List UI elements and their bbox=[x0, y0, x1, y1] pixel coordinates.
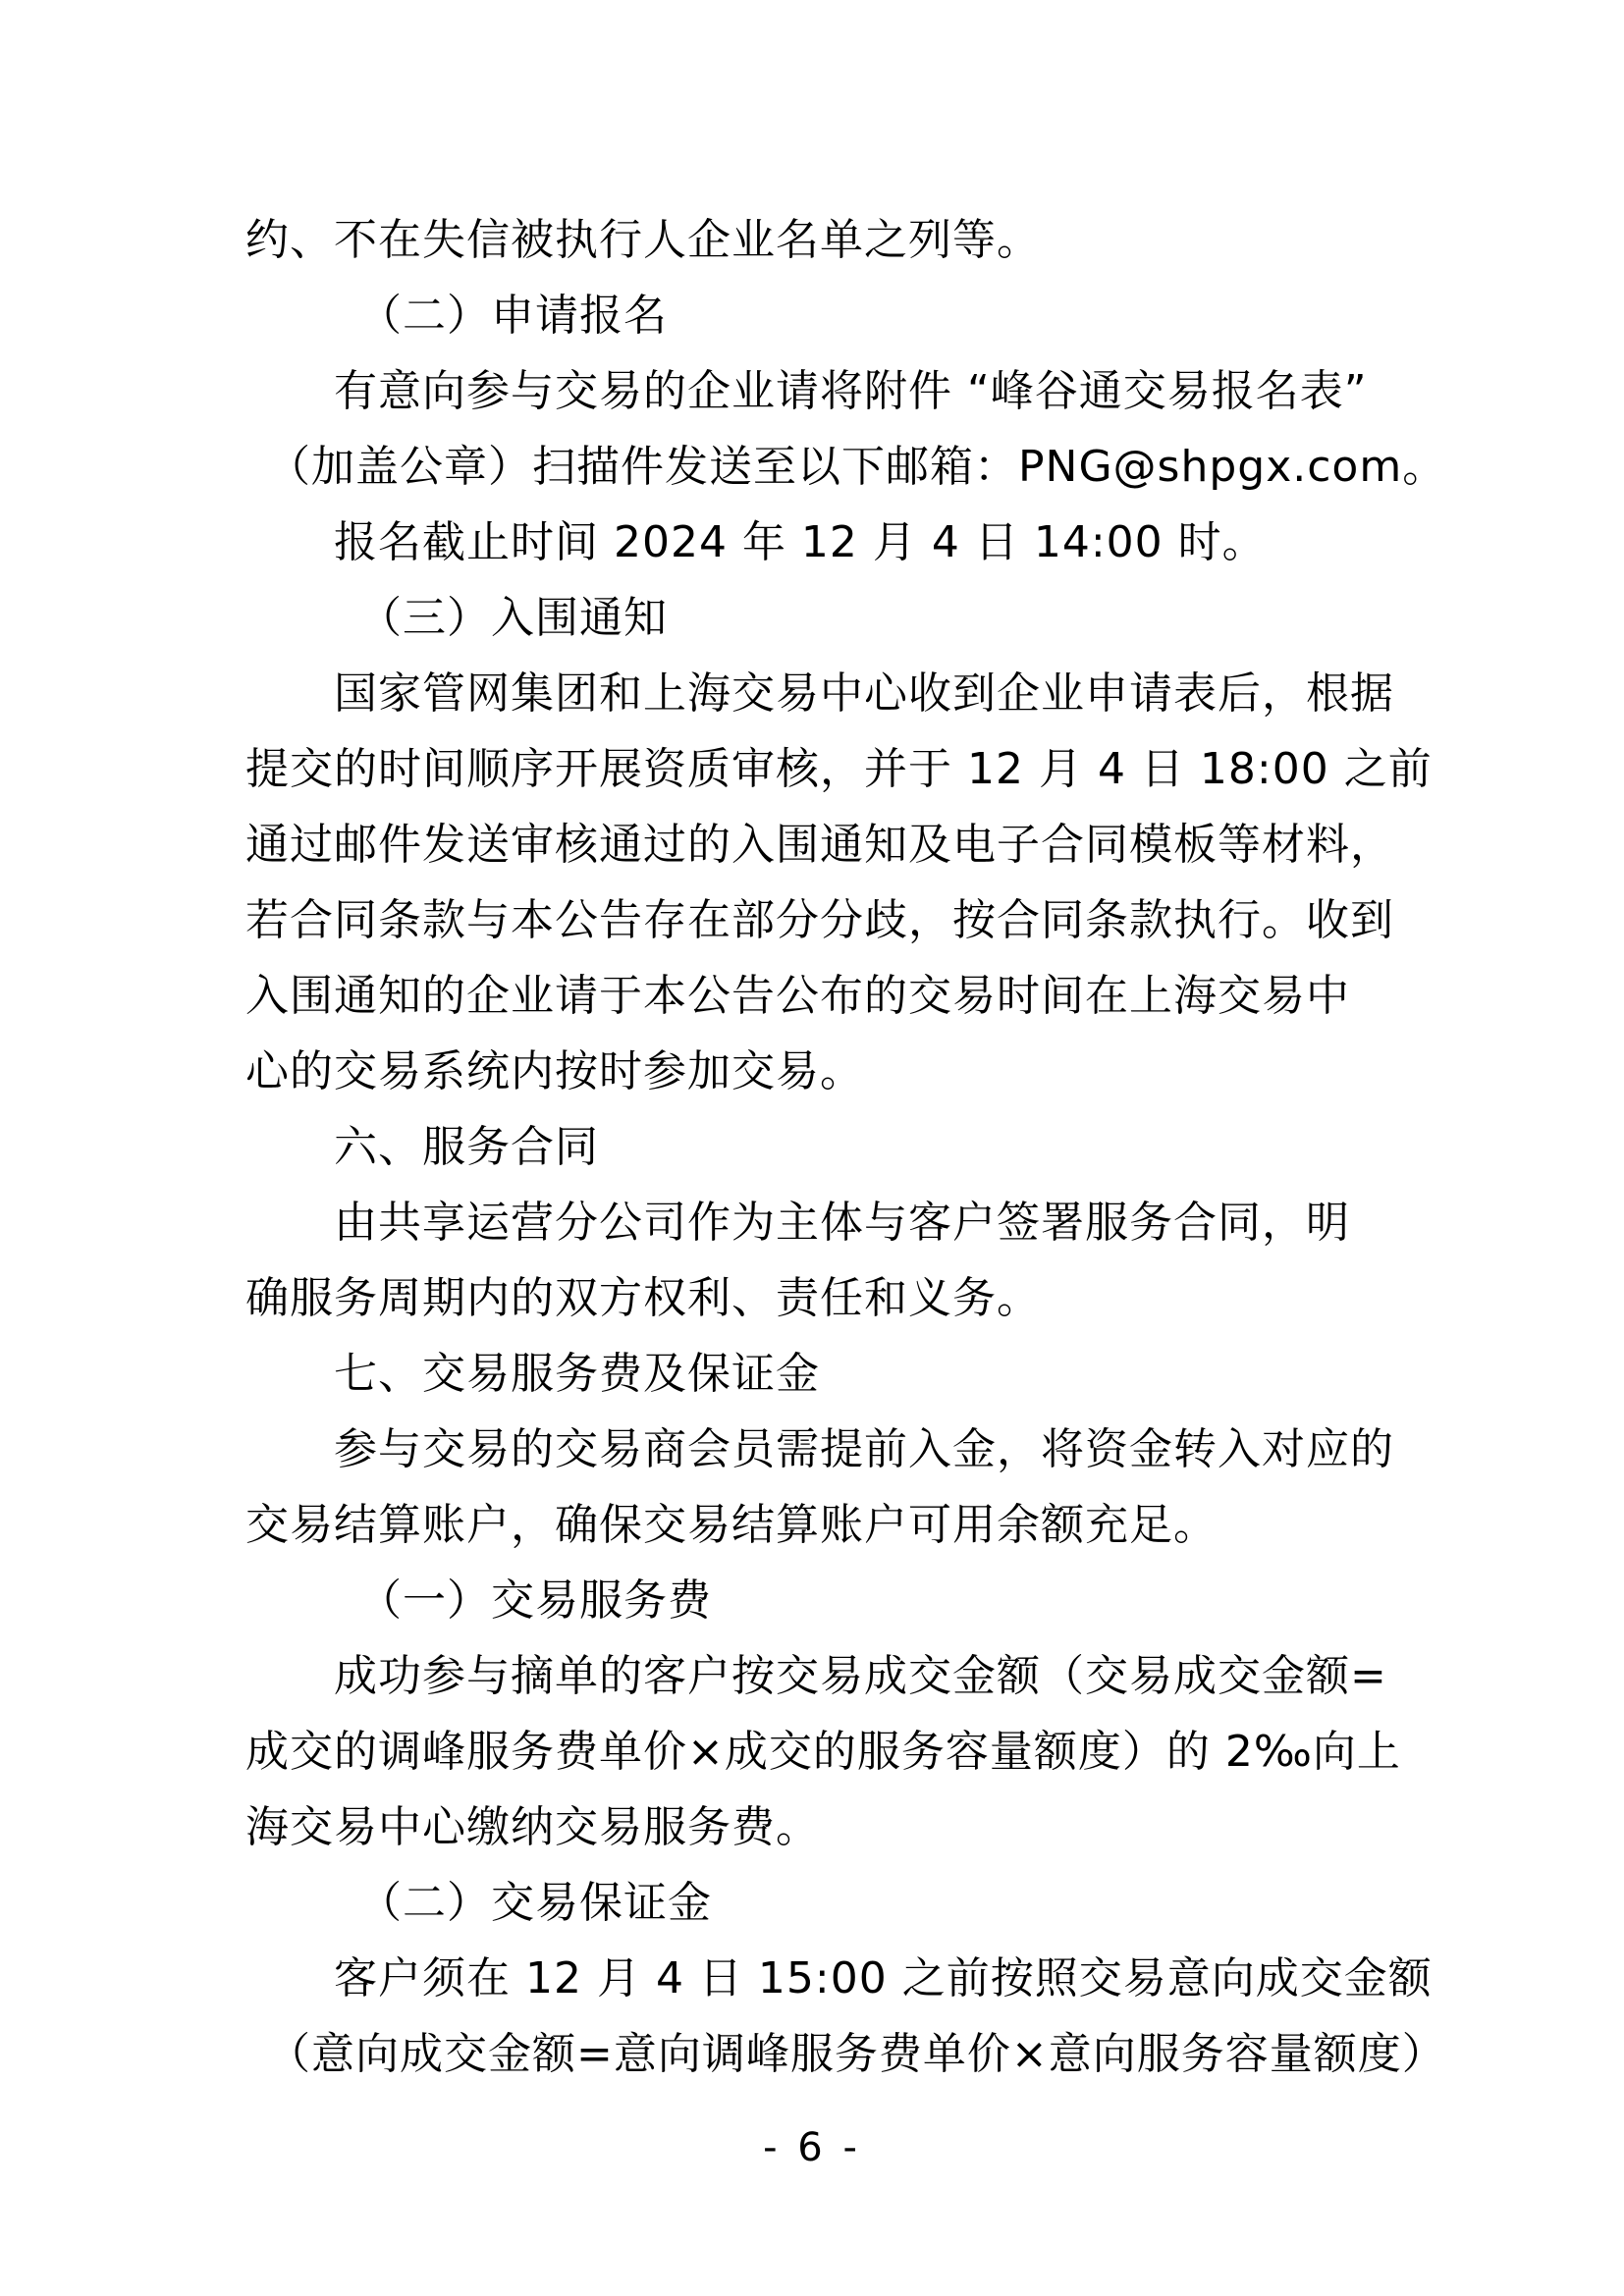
page-number: - 6 - bbox=[763, 2125, 861, 2170]
text-line: 提交的时间顺序开展资质审核，并于 12 月 4 日 18:00 之前 bbox=[245, 744, 1433, 794]
heading-fees-deposit: 七、交易服务费及保证金 bbox=[334, 1349, 820, 1399]
text-line-email: （加盖公章）扫描件发送至以下邮箱：PNG@shpgx.com。 bbox=[267, 442, 1447, 492]
subheading-deposit: （二）交易保证金 bbox=[358, 1878, 712, 1928]
heading-service-contract: 六、服务合同 bbox=[334, 1122, 599, 1172]
text-line: 有意向参与交易的企业请将附件 “峰谷通交易报名表” bbox=[334, 366, 1368, 416]
subheading-shortlist-notice: （三）入围通知 bbox=[358, 593, 668, 643]
text-line: 入围通知的企业请于本公告公布的交易时间在上海交易中 bbox=[245, 971, 1350, 1021]
subheading-service-fee: （一）交易服务费 bbox=[358, 1575, 712, 1626]
text-line: 客户须在 12 月 4 日 15:00 之前按照交易意向成交金额 bbox=[334, 1953, 1433, 2003]
text-line: （意向成交金额=意向调峰服务费单价×意向服务容量额度） bbox=[267, 2029, 1446, 2079]
text-line: 心的交易系统内按时参加交易。 bbox=[245, 1046, 864, 1096]
text-line: 海交易中心缴纳交易服务费。 bbox=[245, 1802, 820, 1852]
text-line: 确服务周期内的双方权利、责任和义务。 bbox=[245, 1273, 1041, 1323]
text-line-continuation: 约、不在失信被执行人企业名单之列等。 bbox=[245, 215, 1041, 265]
text-line: 参与交易的交易商会员需提前入金，将资金转入对应的 bbox=[334, 1424, 1394, 1474]
text-line: 成交的调峰服务费单价×成交的服务容量额度）的 2‰向上 bbox=[245, 1727, 1401, 1777]
subheading-application: （二）申请报名 bbox=[358, 291, 668, 341]
text-line-deadline: 报名截止时间 2024 年 12 月 4 日 14:00 时。 bbox=[334, 517, 1267, 567]
text-line: 国家管网集团和上海交易中心收到企业申请表后，根据 bbox=[334, 668, 1394, 719]
text-line: 成功参与摘单的客户按交易成交金额（交易成交金额= bbox=[334, 1651, 1387, 1701]
text-line: 由共享运营分公司作为主体与客户签署服务合同，明 bbox=[334, 1198, 1350, 1248]
text-line: 交易结算账户，确保交易结算账户可用余额充足。 bbox=[245, 1500, 1218, 1550]
text-line: 通过邮件发送审核通过的入围通知及电子合同模板等材料， bbox=[245, 820, 1394, 870]
text-line: 若合同条款与本公告存在部分分歧，按合同条款执行。收到 bbox=[245, 895, 1394, 945]
